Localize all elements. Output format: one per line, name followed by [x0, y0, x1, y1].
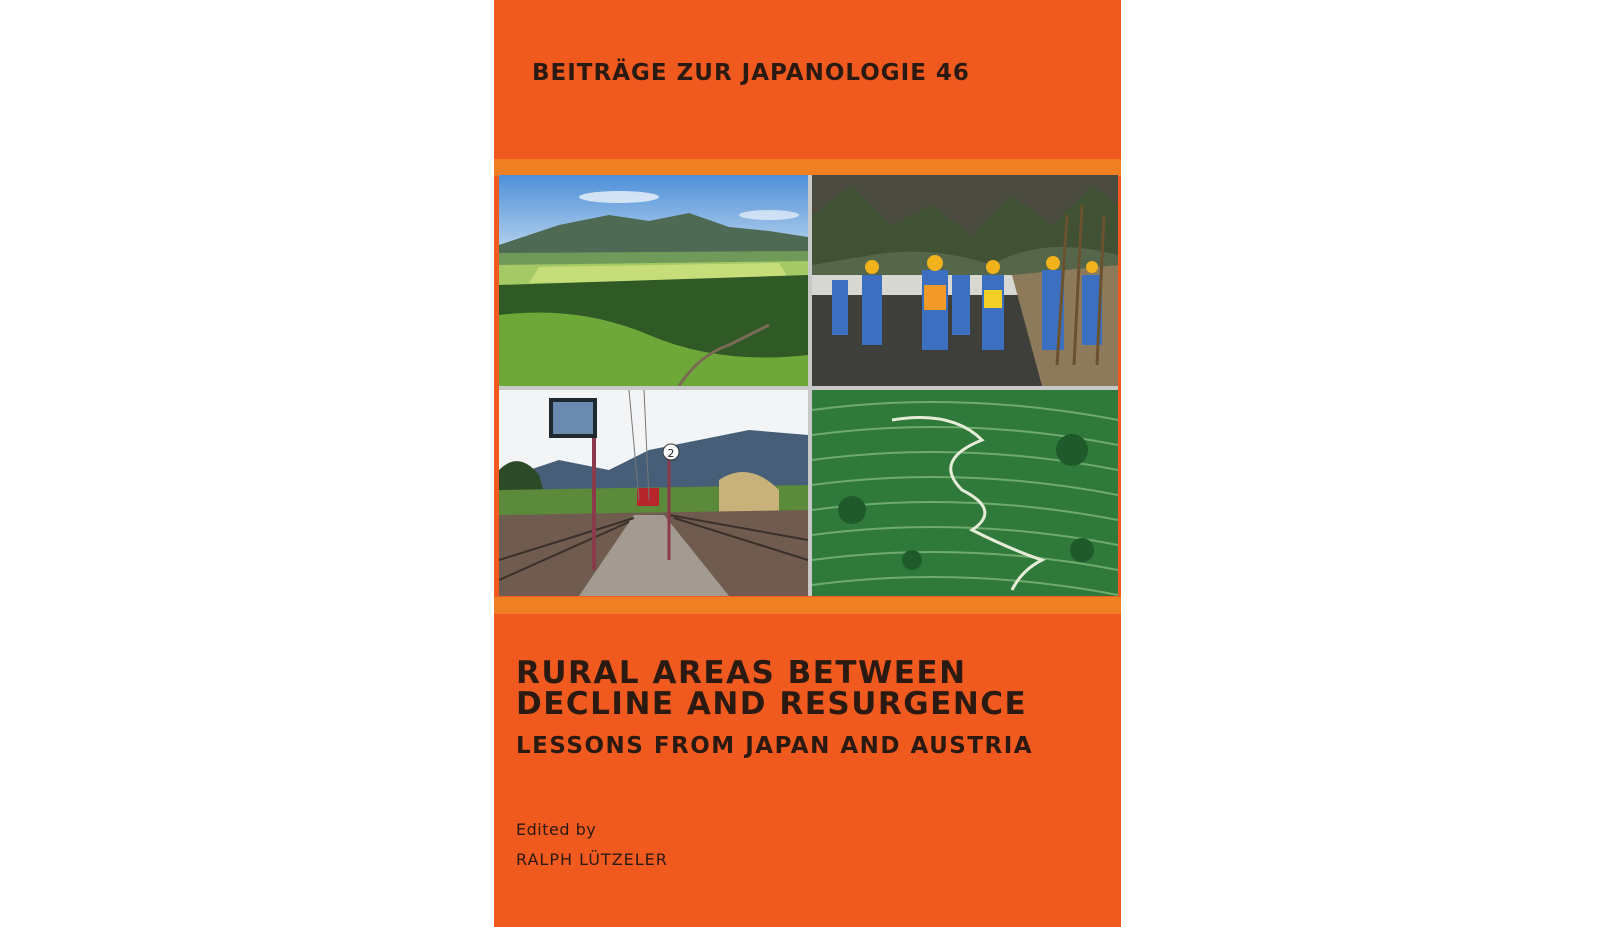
book-title-line1: RURAL AREAS BETWEEN [516, 655, 967, 691]
edited-by-label: Edited by [516, 820, 597, 839]
photo-grid [499, 175, 1118, 596]
book-title-line2: DECLINE AND RESURGENCE [516, 686, 1028, 722]
photo-mountain-valley [499, 175, 808, 386]
station-sign-number: 2 [667, 447, 675, 460]
editor-name: RALPH LÜTZELER [516, 850, 668, 869]
series-title: BEITRÄGE ZUR JAPANOLOGIE 46 [532, 60, 970, 86]
book-subtitle: LESSONS FROM JAPAN AND AUSTRIA [516, 733, 1034, 759]
photo-terraced-fields [812, 390, 1118, 596]
photo-workers-group [812, 175, 1118, 386]
top-accent-band [494, 159, 1121, 176]
book-title [516, 655, 1028, 722]
photo-railway-station [499, 390, 808, 596]
bottom-accent-band [494, 597, 1121, 614]
book-cover [494, 0, 1121, 927]
